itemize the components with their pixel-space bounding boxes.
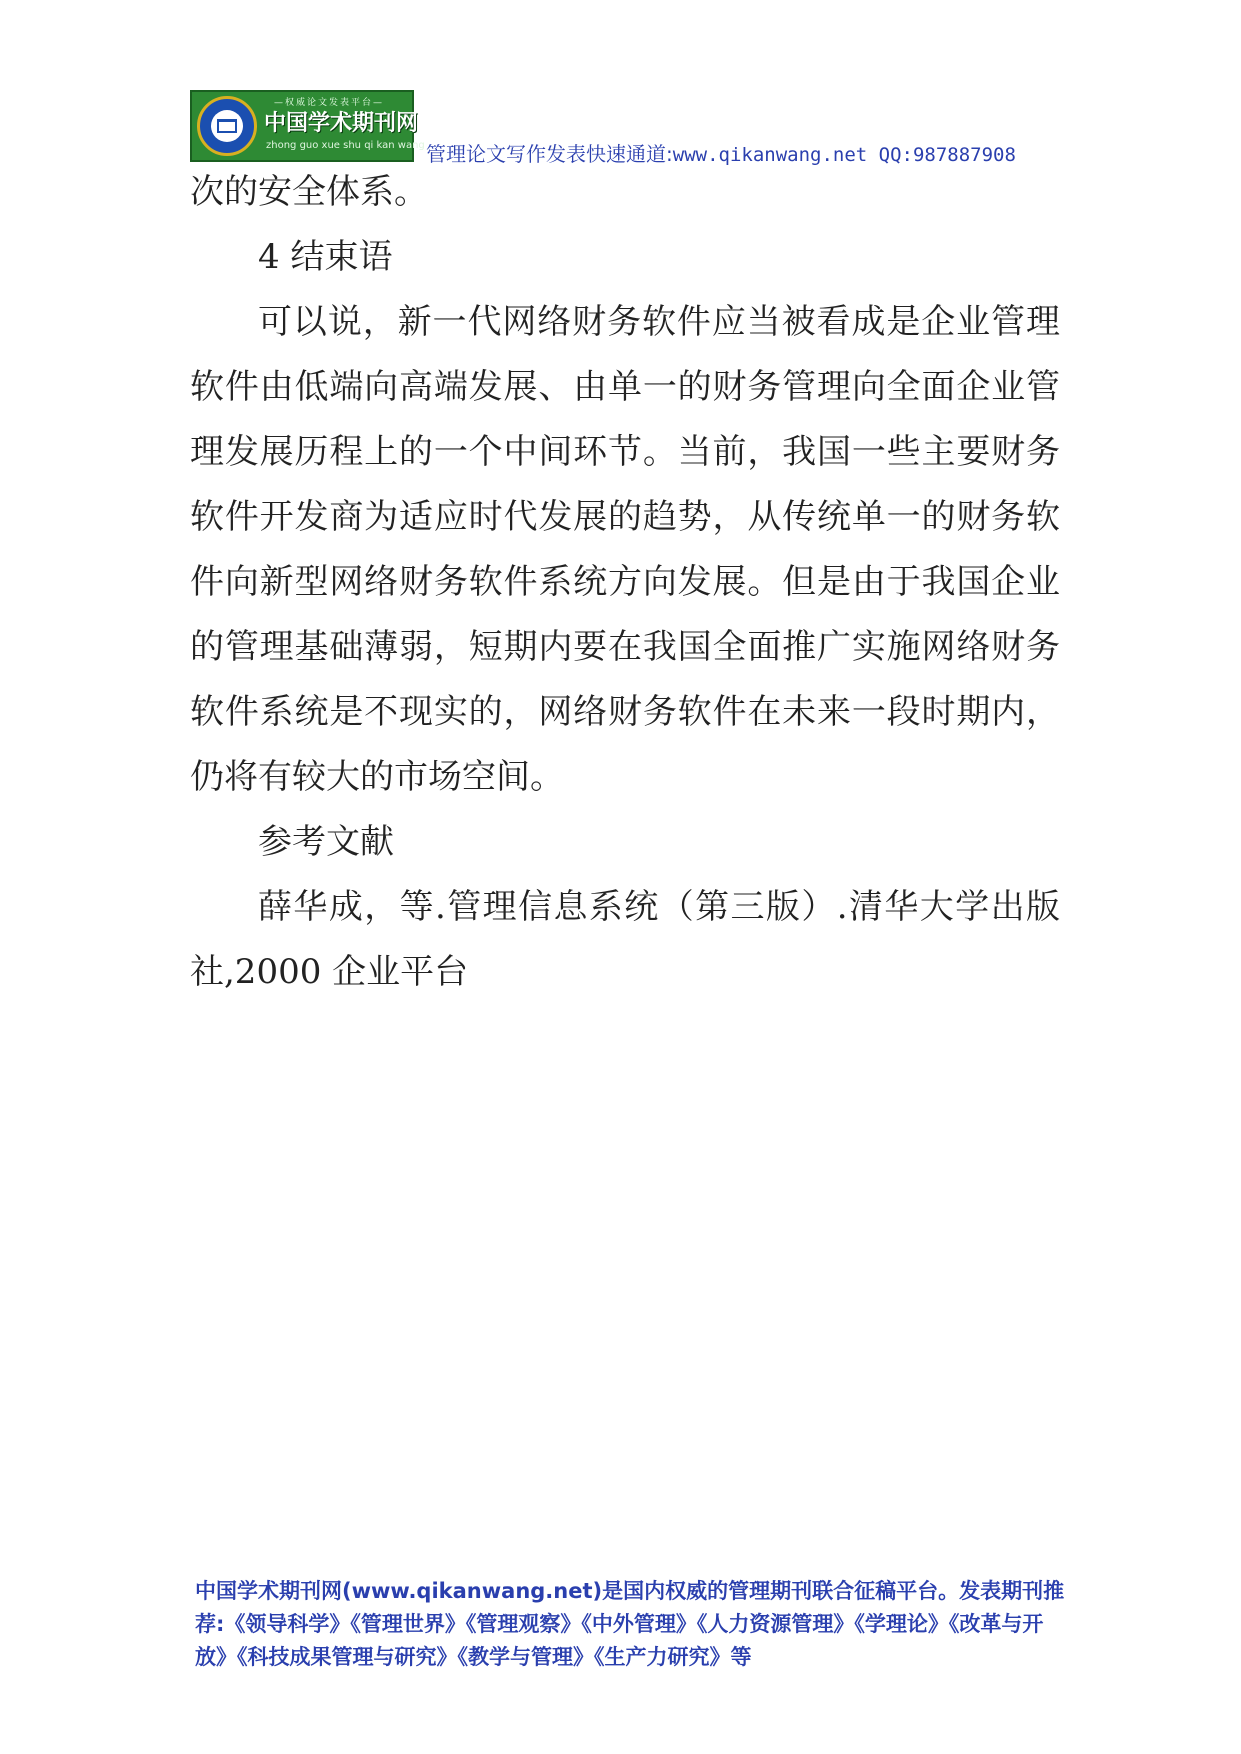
section-heading: 4 结束语	[258, 237, 393, 277]
continued-text: 次的安全体系。	[190, 172, 428, 212]
book-icon	[217, 119, 237, 133]
logo-pinyin: zhong guo xue shu qi kan wang	[266, 140, 425, 151]
logo-tagline: —权威论文发表平台—	[274, 98, 385, 108]
site-logo[interactable]	[190, 90, 425, 162]
page-header	[190, 90, 1090, 166]
header-qq: QQ:987887908	[867, 144, 1016, 166]
logo-title: 中国学术期刊网	[264, 111, 419, 136]
page-footer	[195, 1575, 1065, 1674]
document-body	[190, 160, 1060, 1005]
header-link-url[interactable]: www.qikanwang.net	[672, 144, 868, 166]
reference-entry: 薛华成，等.管理信息系统（第三版）.清华大学出版社,2000 企业平台	[190, 887, 1060, 992]
references-heading: 参考文献	[258, 822, 394, 862]
footer-promo-text: 中国学术期刊网(www.qikanwang.net)是国内权威的管理期刊联合征稿平台。发表期刊推荐:《领导科学》《管理世界》《管理观察》《中外管理》《人力资源管理》《学理论》《改革与开放》《科技成果管理与研究》《教学与管理》《生产力研究》等	[195, 1579, 1065, 1669]
conclusion-paragraph: 可以说，新一代网络财务软件应当被看成是企业管理软件由低端向高端发展、由单一的财务管理向全面企业管理发展历程上的一个中间环节。当前，我国一些主要财务软件开发商为适应时代发展的趋势，从传统单一的财务软件向新型网络财务软件系统方向发展。但是由于我国企业的管理基础薄弱，短期内要在我国全面推广实施网络财务软件系统是不现实的，网络财务软件在未来一段时期内，仍将有较大的市场空间。	[190, 302, 1060, 797]
seal-icon	[197, 96, 257, 156]
header-link-label: 管理论文写作发表快速通道:	[426, 142, 673, 166]
